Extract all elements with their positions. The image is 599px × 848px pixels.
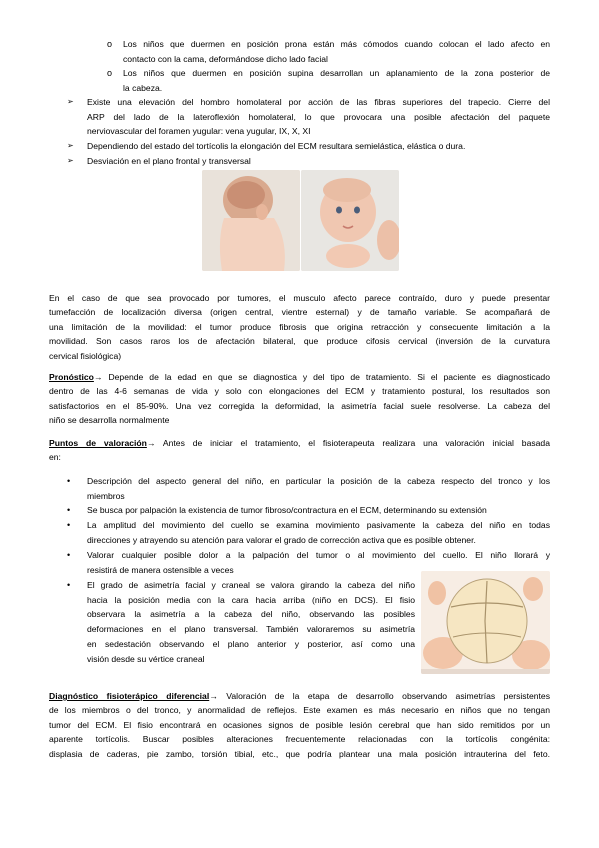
baby-front-illustration [301,170,399,271]
baby-back-illustration [202,170,300,271]
baby-back-photo [202,170,300,271]
list-item-line: Descripción del aspecto general del niño, en particular la posición de la cabeza respecto del tronco y los [87,476,550,486]
list-item-line: visión desde su vértice craneal [87,654,205,664]
arrow-icon: → [146,438,156,448]
list-item-line: Dependiendo del estado del tortícolis la elongación del ECM resultara semielástica, elástica o dura. [87,141,466,151]
list-item-line: nerviovascular del foramen yugular: vena yugular, IX, X, XI [87,126,311,136]
list-item-line: La amplitud del movimiento del cuello se examina movimiento pasivamente la cabeza del niño en todas [87,520,550,530]
paragraph-text: Depende de la edad en que se diagnostica y del tipo de tratamiento. Si el paciente es diagnosticado [102,372,550,382]
bullet-marker: • [67,505,71,515]
paragraph-line: en: [49,452,61,462]
list-item-line: miembros [87,491,125,501]
arrow-icon: → [209,691,218,701]
paragraph-text: Antes de iniciar el tratamiento, el fisioterapeuta realizara una valoración inicial basada [155,438,550,448]
baby-front-photo [301,170,399,271]
bullet-marker: • [67,476,71,486]
list-item-line: observara la asimetría a la cabeza del niño, observando las posibles [87,609,415,619]
list-item-line: contacto con la cama, deformándose dicho lado facial [123,54,328,64]
bullet-marker: • [67,550,71,560]
paragraph-line: En el caso de que sea provocado por tumores, el musculo afecto parece contraído, duro y puede presentar [49,293,550,303]
paragraph-line: dentro de las 4-6 semanas de vida y solo con elongaciones del ECM y tratamiento postural, los resultados son [49,386,550,396]
bullet-marker: • [67,580,71,590]
arrow-icon: → [93,372,103,382]
list-item-line: la cabeza. [123,83,163,93]
paragraph-line: una limitación de la movilidad: el tumor produce fibrosis que origina retracción y consecuente limitación a la [49,322,550,332]
paragraph-line: cervical fisiológica) [49,351,122,361]
bullet-marker: o [107,39,113,49]
section-heading: Puntos de valoración [49,438,147,448]
bullet-marker: • [67,520,71,530]
paragraph-line: aparente tortícolis. Buscar posibles alteraciones frecuentemente relacionadas con la tortícolis congénita: [49,734,550,744]
paragraph-line: tumefacción de localización diversa (origen central, vientre esternal) y de tamaño variable. Se acompañará de [49,307,550,317]
list-item-line: Los niños que duermen en posición supina desarrollan un aplanamiento de la zona posterior de [123,68,550,78]
bullet-marker: o [107,68,113,78]
list-item-line: ARP del lado de la lateroflexión homolateral, lo que provocara una posible afectación del paquete [87,112,550,122]
list-item-line: en sedestación observando el plano anterior y posterior, así como una [87,639,415,649]
diagnostico-first-line [49,689,550,704]
paragraph-line: tumor del ECM. El fisio encontrará en ocasiones signos de posible lesión cerebral que han sido remitidos por un [49,720,550,730]
paragraph-line: niño se desarrolla normalmente [49,415,170,425]
list-item-line: direcciones y atrayendo su atención para valorar el grado de corrección activa que es posible obtener. [87,535,476,545]
list-item-line: hacia la posición media con la cara hacia arriba (niño en DCS). El fisio [87,595,415,605]
section-heading: Pronóstico [49,372,94,382]
paragraph-line: movilidad. Son casos raros los de afectación bilateral, que produce cifosis cervical (inversión de la curvatura [49,336,550,346]
list-item-line: El grado de asimetría facial y craneal se valora girando la cabeza del niño [87,580,415,590]
list-item-line: deformaciones en el plano transversal. También valoraremos su asimetría [87,624,415,634]
arrow-bullet-icon: ➢ [67,156,74,165]
list-item-line: Los niños que duermen en posición prona están más cómodos cuando colocan el lado afecto en [123,39,550,49]
paragraph-line: displasia de caderas, pie zambo, torsión tibial, etc., que podría plantear una mala posición intrauterina del feto. [49,749,550,759]
puntos-first-line [49,436,550,451]
paragraph-line: de los miembros o del tronco, y anormalidad de reflejos. Este examen es más necesario en niños que no tengan [49,705,550,715]
list-item-line: Desviación en el plano frontal y transversal [87,156,251,166]
paragraph-text: Valoración de la etapa de desarrollo observando asimetrías persistentes [217,691,550,701]
paragraph-line: satisfactorios en el 85-90%. Una vez corregida la deformidad, la asimetría facial suele resolverse. La cabeza del [49,401,550,411]
skull-top-view-icon [421,571,550,674]
list-item-line: Existe una elevación del hombro homolateral por acción de las fibras superiores del trapecio. Cierre del [87,97,550,107]
section-heading: Diagnóstico fisioterápico diferencial [49,691,210,701]
list-item-line: Valorar cualquier posible dolor a la palpación del tumor o al movimiento del cuello. El niño llorará y [87,550,550,560]
list-item-line: Se busca por palpación la existencia de tumor fibroso/contractura en el ECM, determinando su extensión [87,505,487,515]
arrow-bullet-icon: ➢ [67,97,74,106]
list-item-line: resistirá de manera ostensible a veces [87,565,234,575]
infant-skull-illustration [421,571,550,674]
arrow-bullet-icon: ➢ [67,141,74,150]
pronostico-first-line [49,370,550,385]
